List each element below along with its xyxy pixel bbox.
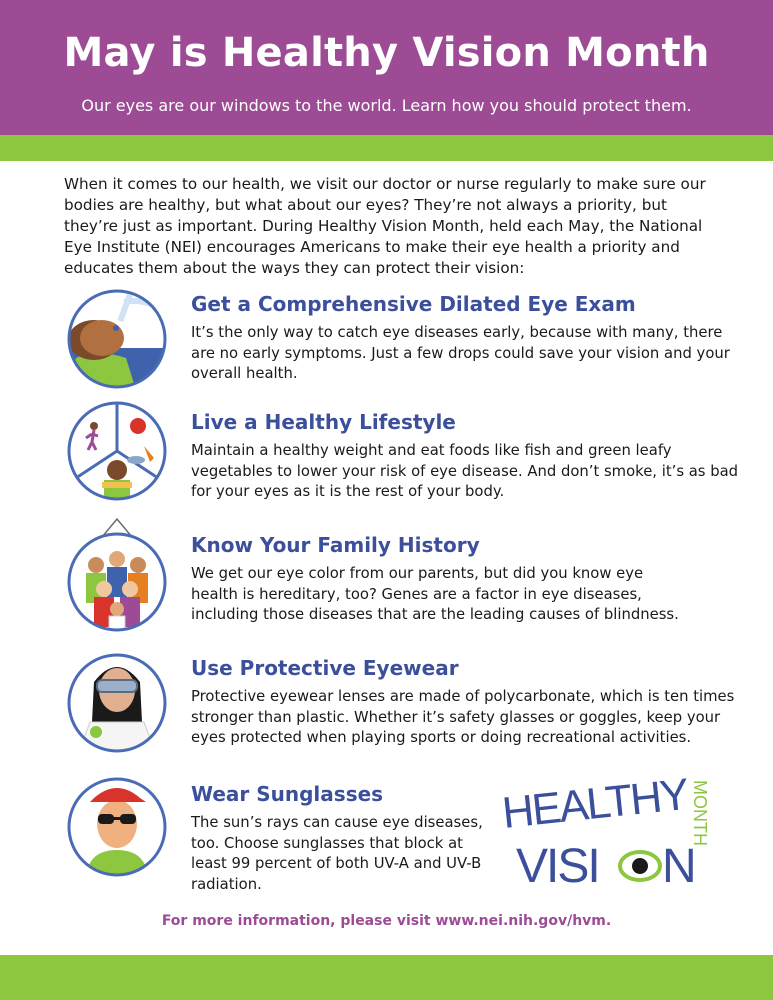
page-header <box>0 0 773 135</box>
logo-word-vision: VISI <box>516 840 599 893</box>
tip-body <box>191 564 679 626</box>
healthy-vision-month-logo <box>500 770 720 895</box>
tip-line: vegetables to lower your risk of eye disease. And don’t smoke, it’s as bad <box>191 462 739 480</box>
logo-letter-n: N <box>662 840 697 893</box>
tip-line: It’s the only way to catch eye diseases early, because with many, there <box>191 324 723 341</box>
tip-line: least 99 percent of both UV-A and UV-B <box>191 855 482 872</box>
safety-goggles-icon <box>66 652 168 754</box>
tip-body <box>191 813 483 895</box>
page-title: May is Healthy Vision Month <box>63 30 710 76</box>
logo-word-month: MONTH <box>690 780 710 846</box>
tip-line: The sun’s rays can cause eye diseases, <box>191 814 483 831</box>
tip-body <box>191 687 734 749</box>
tip-title: Know Your Family History <box>191 533 480 557</box>
sunglasses-icon <box>66 776 168 878</box>
tip-body <box>191 323 730 385</box>
tip-line: overall health. <box>191 365 298 382</box>
tip-title: Live a Healthy Lifestyle <box>191 410 456 434</box>
tip-line: Protective eyewear lenses are made of polycarbonate, which is ten times <box>191 688 735 705</box>
healthy-lifestyle-icon <box>66 400 168 502</box>
more-info-link[interactable]: For more information, please visit www.nei.nih.gov/hvm. <box>161 913 612 929</box>
tip-line: radiation. <box>191 875 262 893</box>
footer-accent-band <box>0 955 773 1000</box>
family-portrait-icon <box>66 515 168 633</box>
header-accent-band <box>0 135 773 161</box>
intro-paragraph: When it comes to our health, we visit our doctor or nurse regularly to make sure our bodies are healthy, but what about our eyes? They’re not always a priority, but they’re just as important. During Healthy Vision Month, held each May, the National Eye Institute (NEI) encourages Americans to make their eye health a priority and educates them about the ways they can protect their vision: <box>64 175 706 277</box>
tip-line: too. Choose sunglasses that block at <box>191 834 463 852</box>
logo-word-healthy: HEALTHY <box>500 770 690 838</box>
tip-title: Use Protective Eyewear <box>191 656 459 680</box>
tip-line: are no early symptoms. Just a few drops could save your vision and your <box>191 344 730 362</box>
tip-line: for your eyes as it is the rest of your body. <box>191 483 505 500</box>
eye-drops-icon <box>66 288 168 390</box>
tip-title: Get a Comprehensive Dilated Eye Exam <box>191 292 636 316</box>
tip-line: health is hereditary, too? Genes are a factor in eye diseases, <box>191 585 642 603</box>
tip-line: including those diseases that are the leading causes of blindness. <box>191 606 679 623</box>
page-subtitle: Our eyes are our windows to the world. Learn how you should protect them. <box>81 96 692 115</box>
tip-line: We get our eye color from our parents, but did you know eye <box>191 565 644 582</box>
tip-title: Wear Sunglasses <box>191 782 384 806</box>
tip-line: stronger than plastic. Whether it’s safety glasses or goggles, keep your <box>191 708 721 726</box>
tip-line: eyes protected when playing sports or doing recreational activities. <box>191 729 692 746</box>
tip-line: Maintain a healthy weight and eat foods like fish and green leafy <box>191 442 672 459</box>
tip-body <box>191 441 738 503</box>
